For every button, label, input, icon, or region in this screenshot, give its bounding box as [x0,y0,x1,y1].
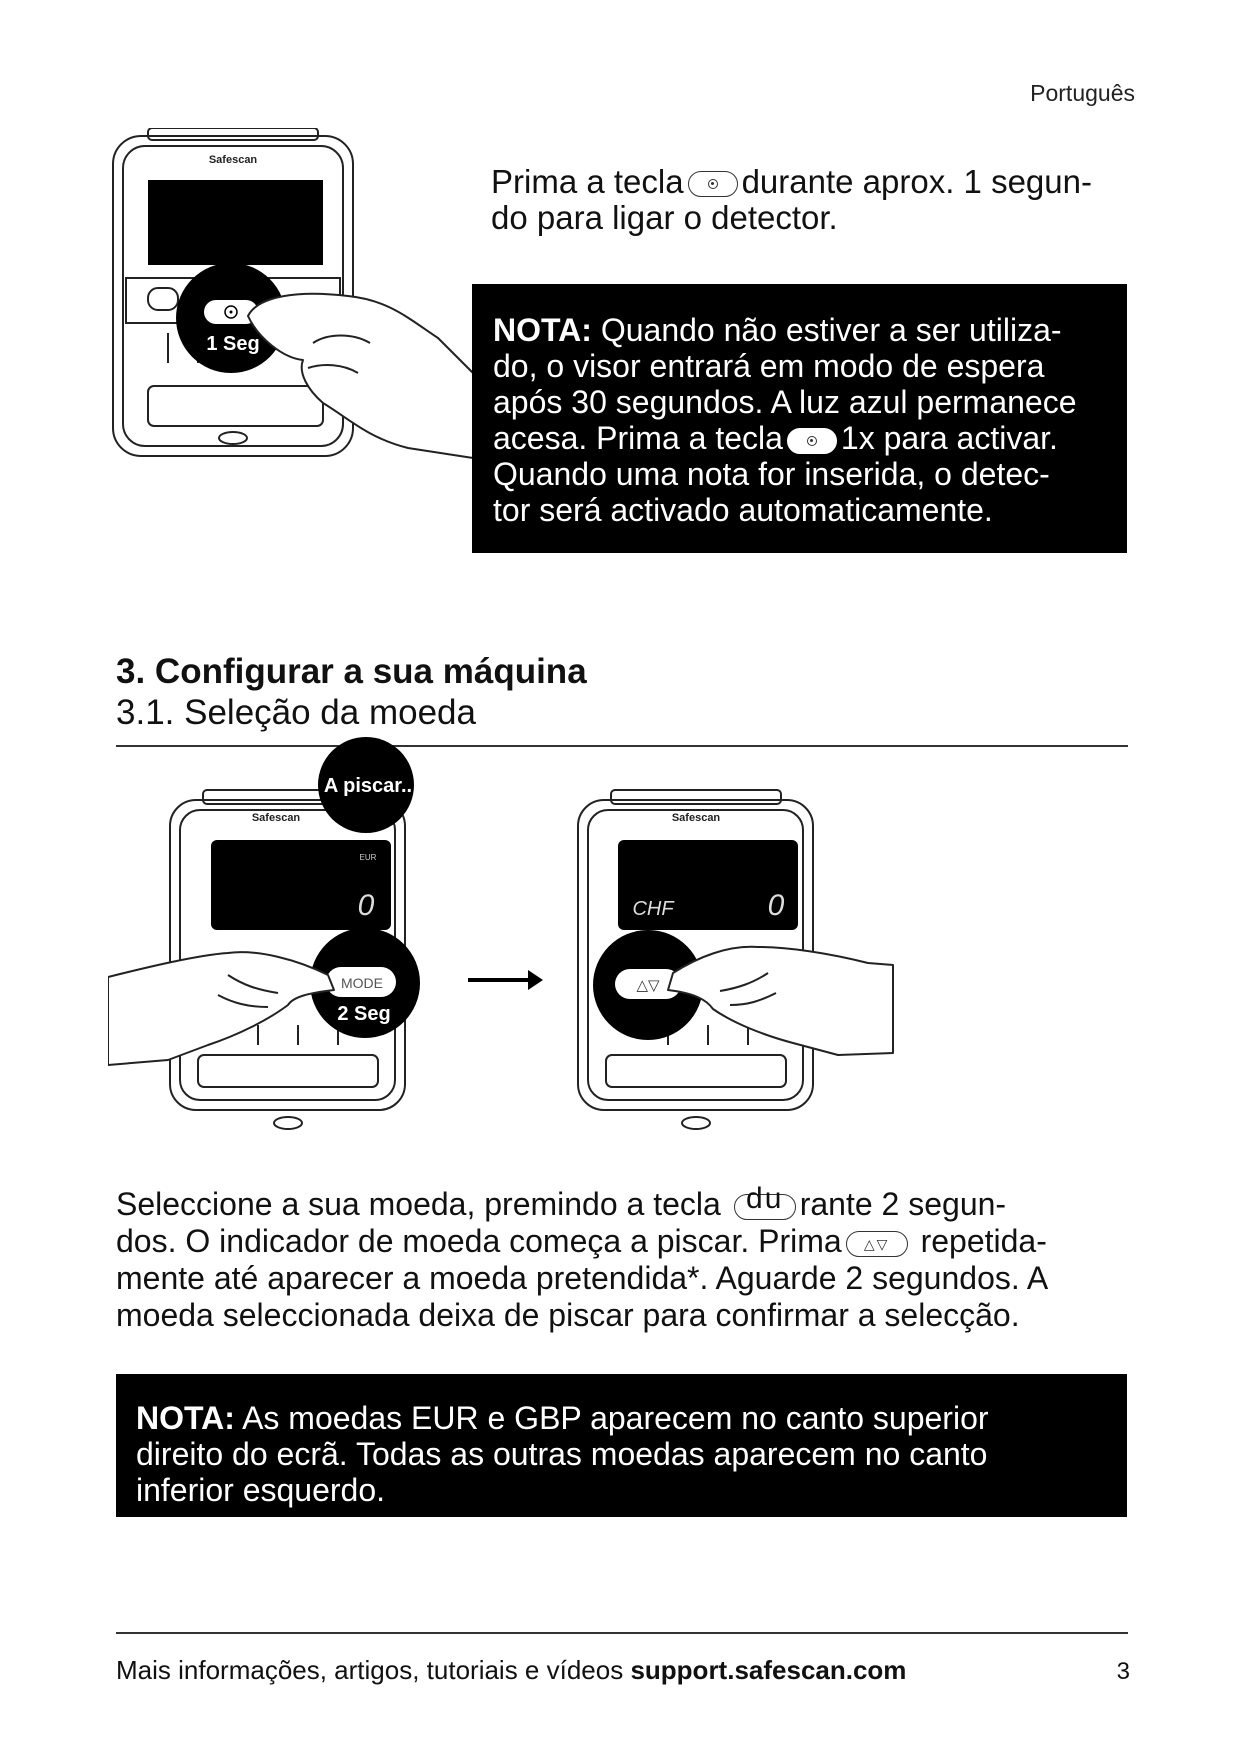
note1-line5: Quando uma nota for inserida, o detec- [493,456,1050,492]
currency-instructions [116,1181,1136,1334]
note1-line3: após 30 segundos. A luz azul permanece [493,384,1077,420]
note1-line4-after: 1x para activar. [840,420,1058,456]
right-digit: 0 [767,889,785,922]
note-box-currency [116,1374,1127,1517]
left-digit: 0 [357,889,375,922]
left-currency: EUR [359,853,377,862]
left-device-brand: Safescan [251,812,301,824]
right-currency: CHF [632,898,674,920]
note1-line6: tor será activado automaticamente. [493,492,993,528]
note-label: NOTA: [136,1400,235,1436]
blink-badge: A piscar.. [323,775,413,797]
intro-text [491,164,1151,236]
note1-line2: do, o visor entrará em modo de espera [493,348,1045,384]
note-label: NOTA: [493,312,592,348]
intro-text-before: Prima a tecla [491,163,684,200]
instr-l2-after: repetida- [920,1223,1047,1259]
note2-line3: inferior esquerdo. [136,1472,386,1508]
intro-text-after: durante aprox. 1 segun- [741,163,1092,200]
instr-l4: moeda seleccionada deixa de piscar para confirmar a selecção. [116,1297,1020,1333]
up-down-key-icon: △▽ [846,1231,908,1257]
currency-selection-illustration [108,735,908,1145]
arrow-keys-label: △▽ [636,977,660,994]
right-device-brand: Safescan [671,812,721,824]
footer-text [116,1655,906,1686]
instr-l1-before: Seleccione a sua moeda, premindo a tecla [116,1186,721,1222]
instr-l3: mente até aparecer a moeda pretendida*. Aguarde 2 segundos. A [116,1260,1049,1296]
section-heading: 3. Configurar a sua máquina [116,652,587,691]
note2-line1: As moedas EUR e GBP aparecem no canto superior [242,1400,989,1436]
hold-duration-badge: 2 Seg [337,1003,391,1025]
mode-key-label: MODE [341,975,383,991]
device-brand: Safescan [208,154,258,166]
note1-line1: Quando não estiver a ser utiliza- [600,312,1062,348]
intro-line2: do para ligar o detector. [491,199,838,236]
power-key-icon [688,171,738,197]
language-label: Português [1030,80,1135,106]
instr-l2-before: dos. O indicador de moeda começa a piscar. Prima [116,1223,842,1259]
press-duration-badge: 1 Seg [206,333,260,355]
power-key-icon [787,428,837,454]
note1-line4-before: acesa. Prima a tecla [493,420,783,456]
note2-line2: direito do ecrã. Todas as outras moedas aparecem no canto [136,1436,988,1472]
right-arrow-icon [468,970,543,990]
mode-key-icon [734,1181,796,1220]
support-link[interactable]: support.safescan.com [630,1655,907,1685]
instr-l1-after: rante 2 segun- [799,1186,1007,1222]
instr-l1-overlap: du [746,1181,784,1215]
footer-divider [116,1632,1128,1634]
section-subheading: 3.1. Seleção da moeda [116,693,476,732]
footer-info: Mais informações, artigos, tutoriais e vídeos [116,1655,624,1685]
device-power-illustration [108,128,478,463]
note-box-standby [472,284,1127,553]
page-number: 3 [1116,1658,1130,1685]
